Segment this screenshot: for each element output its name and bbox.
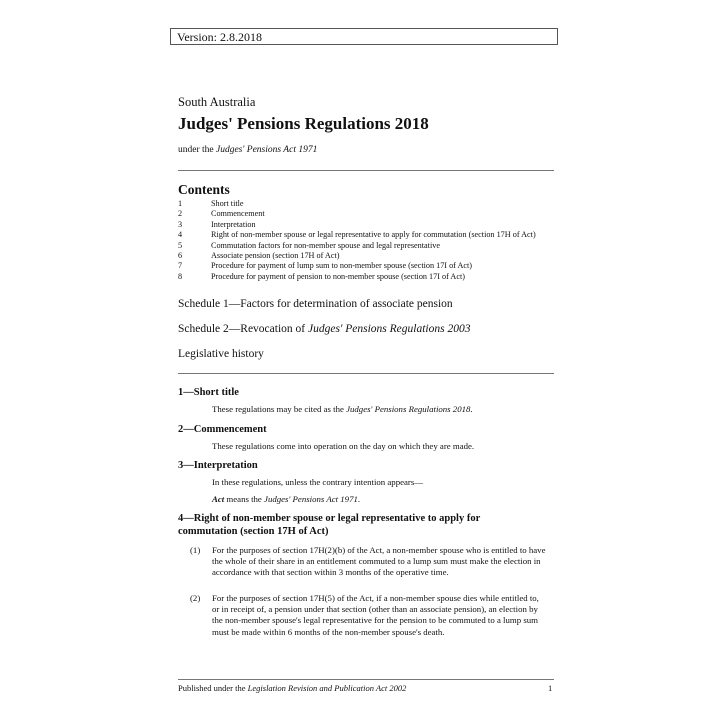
- section-3-definition: [212, 494, 360, 505]
- section-1-text-suffix: .: [470, 404, 473, 414]
- toc-item-1[interactable]: [178, 199, 554, 209]
- section-2-heading: 2—Commencement: [178, 424, 267, 435]
- toc-item-7[interactable]: [178, 261, 554, 271]
- definition-term: Act: [212, 494, 225, 504]
- section-4-para-1: [190, 545, 548, 579]
- footer-prefix: Published under the: [178, 683, 248, 693]
- para-text: For the purposes of section 17H(2)(b) of the Act, a non-member spouse who is entitled to have the whole of their share in an entitlement commuted to a lump sum must make the election in accordance with that section within 3 months of the operative time.: [212, 545, 546, 578]
- toc-number: 4: [178, 230, 183, 240]
- toc-label: Commutation factors for non-member spouse and legal representative: [211, 240, 440, 250]
- schedule-2-title: Judges' Pensions Regulations 2003: [307, 323, 471, 335]
- document-title: Judges' Pensions Regulations 2018: [178, 114, 429, 133]
- version-label: Version: 2.8.2018: [170, 28, 558, 45]
- toc-item-8[interactable]: [178, 272, 554, 282]
- toc-schedule-2[interactable]: [178, 323, 470, 335]
- para-text: For the purposes of section 17H(5) of the Act, if a non-member spouse dies while entitled to, or in receipt of, a pension under that section (other than an associate pension), an election by the non-member spouse's legal representative for the pension to be commuted to a lump sum must be made within 6 months of the non-member spouse's death.: [212, 593, 539, 637]
- toc-number: 8: [178, 271, 183, 281]
- section-3-heading: 3—Interpretation: [178, 460, 258, 471]
- toc-number: 5: [178, 240, 183, 250]
- toc-legislative-history[interactable]: Legislative history: [178, 348, 264, 360]
- divider-top: [178, 170, 554, 171]
- section-4-heading: 4—Right of non-member spouse or legal representative to apply for commutation (section 17H of Act): [178, 513, 481, 537]
- section-1-heading: 1—Short title: [178, 387, 239, 398]
- definition-act: Judges' Pensions Act 1971: [264, 494, 358, 504]
- toc-number: 2: [178, 209, 183, 219]
- divider-contents: [178, 373, 554, 374]
- toc-label: Associate pension (section 17H of Act): [211, 251, 340, 261]
- enabling-act-name: Judges' Pensions Act 1971: [216, 145, 318, 155]
- toc-label: Procedure for payment of pension to non-member spouse (section 17I of Act): [211, 271, 465, 281]
- jurisdiction: South Australia: [178, 95, 256, 109]
- toc-label: Interpretation: [211, 219, 256, 229]
- toc-item-2[interactable]: [178, 209, 554, 219]
- toc-item-5[interactable]: [178, 241, 554, 251]
- toc-number: 7: [178, 261, 183, 271]
- toc-item-4[interactable]: [178, 230, 554, 240]
- toc-label: Commencement: [211, 209, 265, 219]
- definition-middle: means the: [224, 494, 265, 504]
- toc-label: Procedure for payment of lump sum to non-member spouse (section 17I of Act): [211, 261, 473, 271]
- para-number: (1): [190, 545, 201, 555]
- toc-item-6[interactable]: [178, 251, 554, 261]
- enabling-act-prefix: under the: [178, 145, 216, 155]
- definition-suffix: .: [357, 494, 361, 504]
- contents-heading: Contents: [178, 182, 230, 197]
- toc-number: 3: [178, 219, 183, 229]
- section-3-text: In these regulations, unless the contrary intention appears—: [212, 477, 424, 487]
- toc-schedule-1[interactable]: Schedule 1—Factors for determination of associate pension: [178, 298, 453, 310]
- enabling-act-line: [178, 145, 317, 155]
- toc-number: 1: [178, 199, 183, 208]
- schedule-2-prefix: Schedule 2—Revocation of: [178, 323, 308, 335]
- toc-number: 6: [178, 251, 183, 261]
- footer-divider: [178, 679, 554, 680]
- toc-label: Right of non-member spouse or legal representative to apply for commutation (section 17H of Act): [211, 230, 536, 240]
- section-1-citation: Judges' Pensions Regulations 2018: [346, 404, 471, 414]
- page-number: 1: [548, 683, 553, 693]
- table-of-contents: [178, 199, 554, 282]
- section-1-text-prefix: These regulations may be cited as the: [212, 404, 347, 414]
- toc-label: Short title: [211, 199, 244, 208]
- footer-act-name: Legislation Revision and Publication Act 2002: [247, 683, 407, 693]
- section-2-text: These regulations come into operation on the day on which they are made.: [212, 441, 475, 451]
- section-4-para-2: [190, 593, 548, 638]
- para-number: (2): [190, 593, 201, 603]
- toc-item-3[interactable]: [178, 220, 554, 230]
- footer-publication-note: [178, 683, 406, 693]
- section-1-text: [212, 404, 473, 415]
